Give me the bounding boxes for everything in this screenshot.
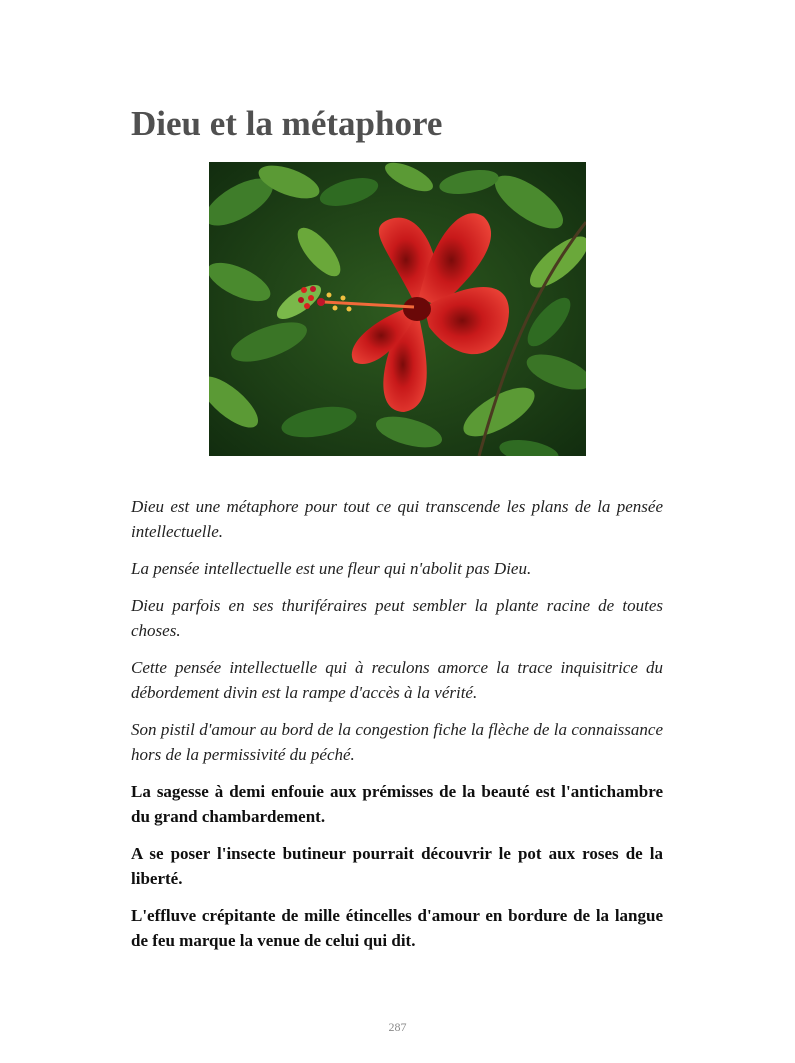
paragraph-7: A se poser l'insecte butineur pourrait découvrir le pot aux roses de la liberté. (131, 844, 663, 888)
paragraph-2: La pensée intellectuelle est une fleur qui n'abolit pas Dieu. (131, 559, 532, 578)
paragraph-1: Dieu est une métaphore pour tout ce qui transcende les plans de la pensée intellectuelle. (131, 497, 663, 541)
paragraph-8: L'effluve crépitante de mille étincelles d'amour en bordure de la langue de feu marque la venue de celui qui dit. (131, 906, 663, 950)
body-text (131, 494, 663, 965)
paragraph-6: La sagesse à demi enfouie aux prémisses de la beauté est l'antichambre du grand chambardement. (131, 782, 663, 826)
page-title: Dieu et la métaphore (131, 104, 443, 143)
paragraph-5: Son pistil d'amour au bord de la congestion fiche la flèche de la connaissance hors de la permissivité du péché. (131, 720, 663, 764)
paragraph-3: Dieu parfois en ses thuriféraires peut sembler la plante racine de toutes choses. (131, 596, 663, 640)
page-number: 287 (388, 1020, 407, 1034)
hibiscus-illustration (209, 162, 586, 456)
paragraph-4: Cette pensée intellectuelle qui à reculons amorce la trace inquisitrice du débordement divin est la rampe d'accès à la vérité. (131, 658, 663, 702)
hibiscus-photo (209, 162, 586, 456)
